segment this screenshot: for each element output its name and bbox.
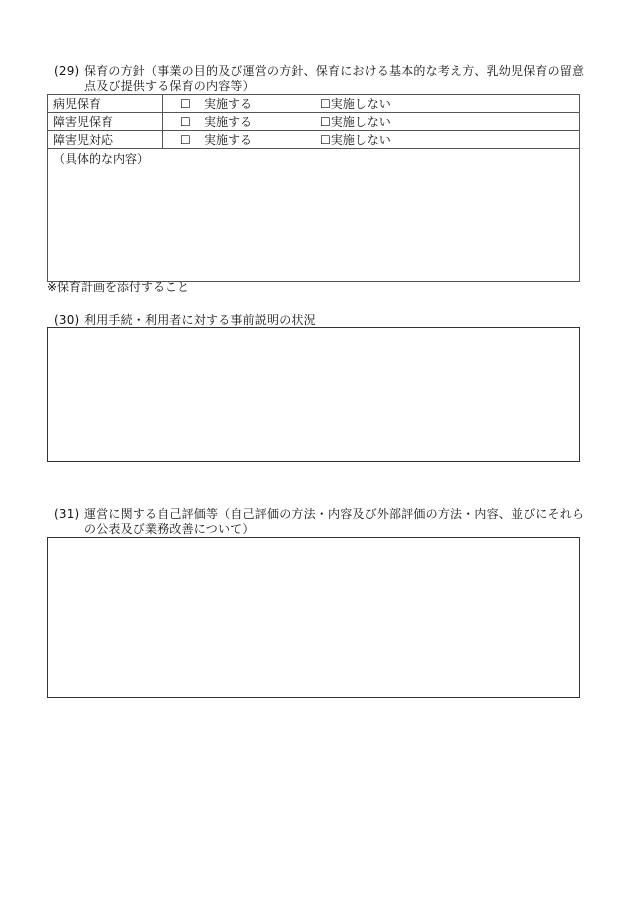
checkbox-icon[interactable]: ☐ [180, 114, 191, 129]
section-30-textarea[interactable] [47, 327, 580, 462]
detail-label: （具体的な内容） [53, 152, 150, 166]
table-row [48, 95, 580, 113]
section-30-number: (30) [54, 313, 80, 327]
checkbox-icon[interactable]: ☐ [320, 132, 331, 147]
option-yes-label: 実施する [204, 132, 253, 147]
option-no-label: 実施しない [330, 114, 391, 129]
section-29-title-line1: 保育の方針（事業の目的及び運営の方針、保育における基本的な考え方、乳幼児保育の留意 [84, 64, 585, 78]
section-30-title: 利用手続・利用者に対する事前説明の状況 [84, 313, 316, 327]
childcare-policy-table [47, 94, 580, 282]
row-label: 障害児保育 [48, 113, 163, 131]
section-30-heading [54, 313, 594, 328]
section-29-number: (29) [54, 64, 80, 78]
section-31-title-line2: の公表及び業務改善について） [84, 522, 255, 536]
table-row [48, 149, 580, 282]
row-options [163, 95, 580, 113]
option-yes[interactable] [168, 96, 320, 112]
option-no[interactable] [320, 97, 391, 111]
section-31-textarea[interactable] [47, 537, 580, 698]
option-yes-label: 実施する [204, 114, 253, 129]
section-29-title-line2: 点及び提供する保育の内容等） [84, 79, 255, 93]
table-row [48, 131, 580, 149]
detail-textarea[interactable] [48, 149, 580, 282]
table-row [48, 113, 580, 131]
row-label: 障害児対応 [48, 131, 163, 149]
option-no-label: 実施しない [330, 132, 391, 147]
checkbox-icon[interactable]: ☐ [180, 96, 191, 111]
option-no[interactable] [320, 115, 391, 129]
attachment-note: ※保育計画を添付すること [47, 280, 190, 294]
row-options [163, 113, 580, 131]
option-yes[interactable] [168, 114, 320, 130]
section-31-number: (31) [54, 507, 80, 521]
row-label: 病児保育 [48, 95, 163, 113]
checkbox-icon[interactable]: ☐ [180, 132, 191, 147]
section-31-title-line1: 運営に関する自己評価等（自己評価の方法・内容及び外部評価の方法・内容、並びにそれら [84, 507, 585, 521]
checkbox-icon[interactable]: ☐ [320, 96, 331, 111]
row-options [163, 131, 580, 149]
option-no-label: 実施しない [330, 96, 391, 111]
option-yes[interactable] [168, 132, 320, 148]
option-yes-label: 実施する [204, 96, 253, 111]
section-31-heading [54, 507, 594, 537]
checkbox-icon[interactable]: ☐ [320, 114, 331, 129]
section-29-heading [54, 64, 594, 94]
option-no[interactable] [320, 133, 391, 147]
